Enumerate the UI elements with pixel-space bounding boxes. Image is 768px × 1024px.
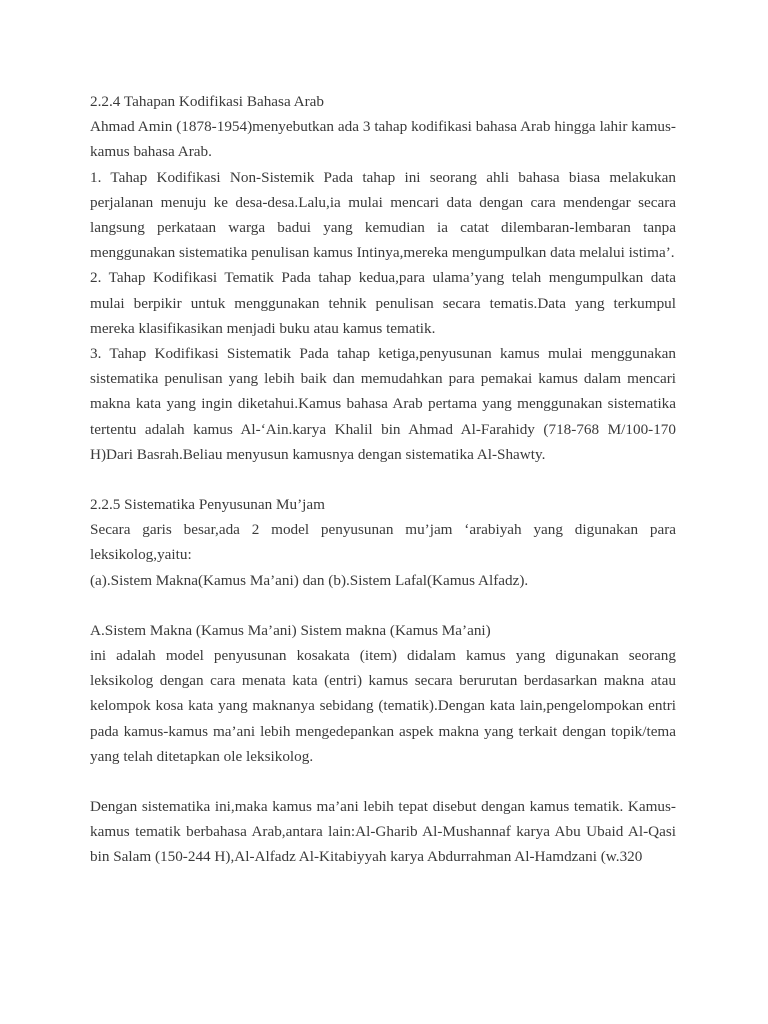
paragraph-gap <box>90 593 676 618</box>
paragraph-stage-1: 1. Tahap Kodifikasi Non-Sistemik Pada tahap ini seorang ahli bahasa biasa melakukan perjalanan menuju ke desa-desa.Lalu,ia mulai mencari data dengan cara mendengar secara langsung perkataan warga badui yang kemudian ia catat dilembaran-lembaran tanpa menggunakan sistematika penulisan kamus Intinya,mereka mengumpulkan data melalui istima’. <box>90 168 676 262</box>
paragraph-models: Secara garis besar,ada 2 model penyusunan mu’jam ‘arabiyah yang digunakan para leksikolog,yaitu: <box>90 521 676 564</box>
paragraph-gap <box>90 769 676 794</box>
section-heading-2-2-5: 2.2.5 Sistematika Penyusunan Mu’jam <box>90 496 325 514</box>
section-heading-sistem-makna: A.Sistem Makna (Kamus Ma’ani) Sistem makna (Kamus Ma’ani) <box>90 621 491 639</box>
paragraph-stage-3: 3. Tahap Kodifikasi Sistematik Pada tahap ketiga,penyusunan kamus mulai menggunakan sistematika penulisan yang lebih baik dan memudahkan para pemakai kamus dalam mencari makna kata yang ingin diketahui.Kamus bahasa Arab pertama yang menggunakan sistematika tertentu adalah kamus Al-‘Ain.karya Khalil bin Ahmad Al-Farahidy (718-768 M/100-170 H)Dari Basrah.Beliau menyusun kamusnya dengan sistematika Al-Shawty. <box>90 345 676 463</box>
paragraph-gap <box>90 467 676 492</box>
paragraph-stage-2: 2. Tahap Kodifikasi Tematik Pada tahap kedua,para ulama’yang telah mengumpulkan data mulai berpikir untuk menggunakan tehnik penulisan secara tematis.Data yang terkumpul mereka klasifikasikan menjadi buku atau kamus tematik. <box>90 269 676 337</box>
paragraph-sistem-makna: ini adalah model penyusunan kosakata (item) didalam kamus yang digunakan seorang leksikolog dengan cara menata kata (entri) kamus secara berurutan berdasarkan makna atau kelompok kosa kata yang maknanya sebidang (tematik).Dengan kata lain,pengelompokan entri pada kamus-kamus ma’ani lebih mengedepankan aspek makna yang terkait dengan topik/tema yang telah ditetapkan ole leksikolog. <box>90 647 676 765</box>
section-heading-2-2-4: 2.2.4 Tahapan Kodifikasi Bahasa Arab <box>90 93 325 110</box>
paragraph-systems: (a).Sistem Makna(Kamus Ma’ani) dan (b).Sistem Lafal(Kamus Alfadz). <box>90 571 529 589</box>
paragraph-intro: Ahmad Amin (1878-1954)menyebutkan ada 3 tahap kodifikasi bahasa Arab hingga lahir kamus-kamus bahasa Arab. <box>90 118 676 161</box>
paragraph-kamus-tematik: Dengan sistematika ini,maka kamus ma’ani lebih tepat disebut dengan kamus tematik. Kamus-kamus tematik berbahasa Arab,antara lain:Al-Gharib Al-Mushannaf karya Abu Ubaid Al-Qasi bin Salam (150-244 H),Al-Alfadz Al-Kitabiyyah karya Abdurrahman Al-Hamdzani (w.320 <box>90 798 676 866</box>
document-page <box>90 89 676 870</box>
